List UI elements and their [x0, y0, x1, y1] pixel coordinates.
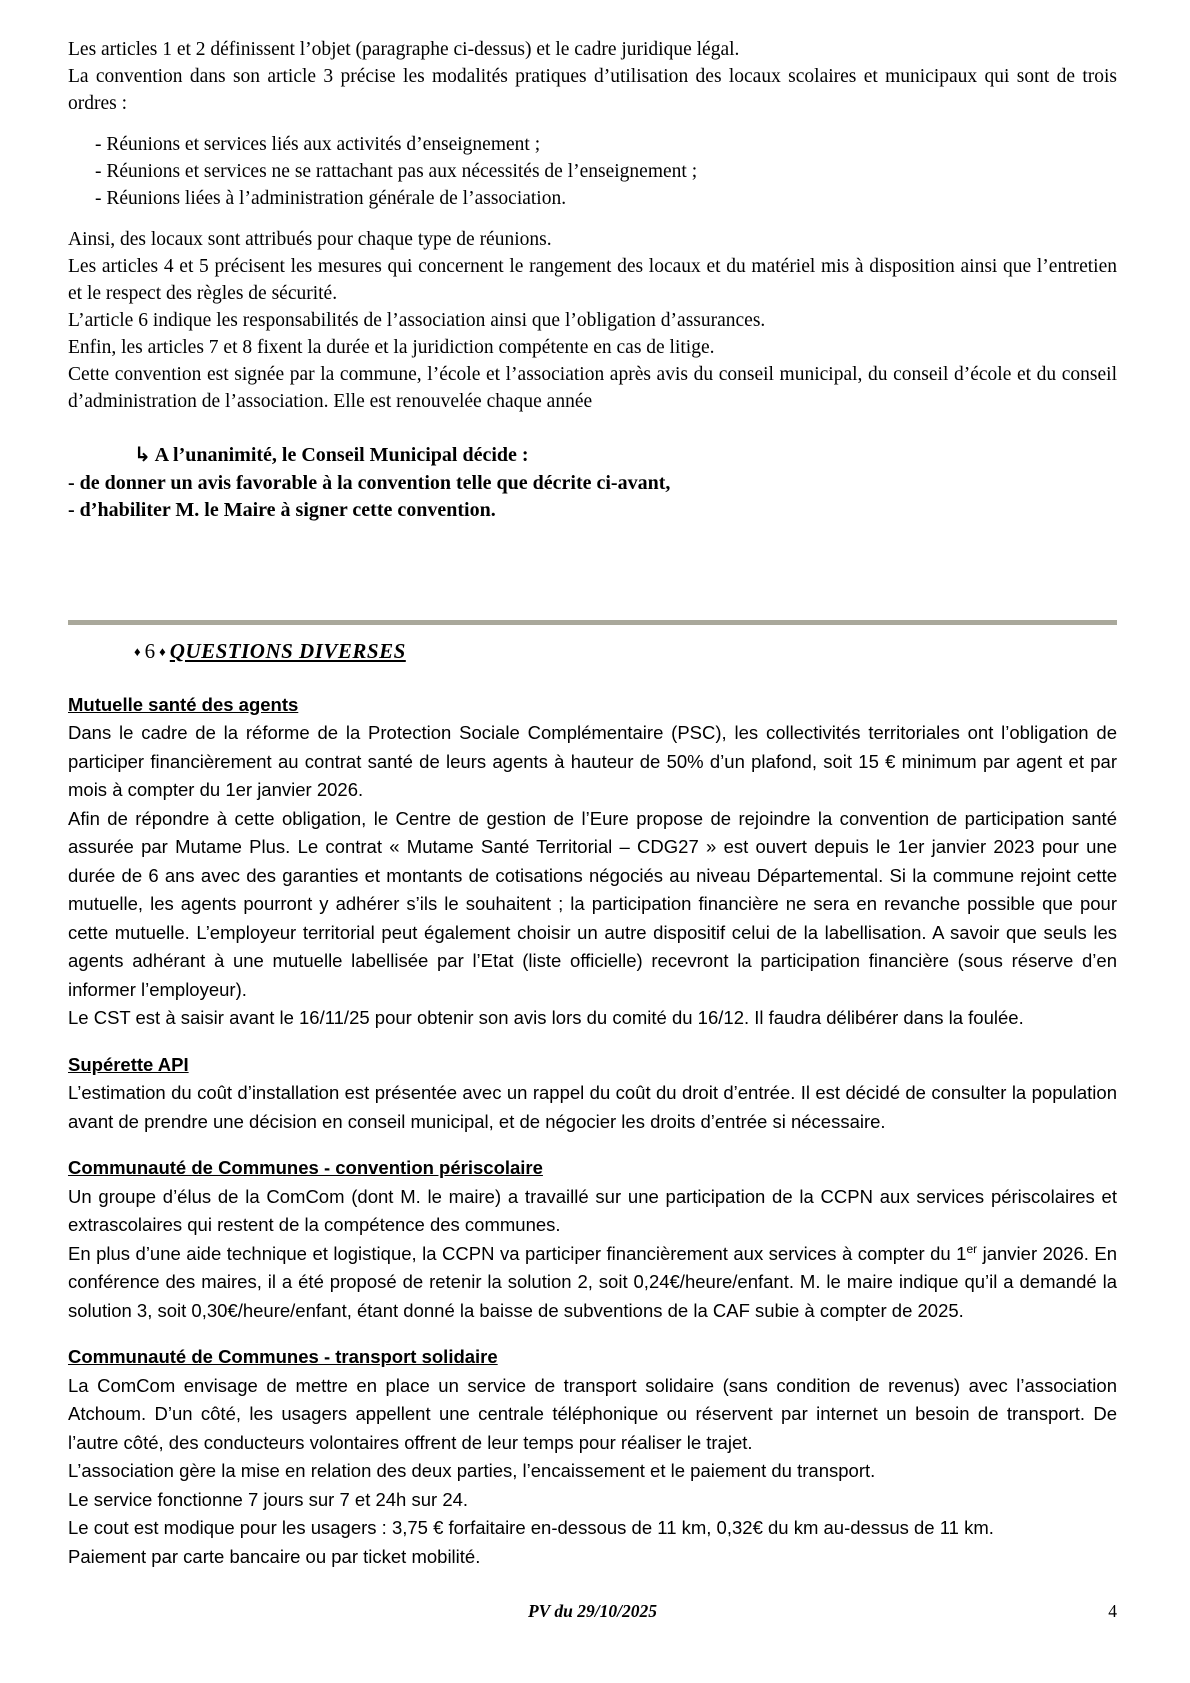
- topic-superette-api: [68, 1051, 1117, 1137]
- diamond-icon: ♦: [159, 643, 166, 659]
- topic-paragraph: La ComCom envisage de mettre en place un service de transport solidaire (sans condition de revenus) avec l’association Atchoum. D’un côté, les usagers appellent une centrale téléphonique ou réservent par internet un besoin de transport. De l’autre côté, des conducteurs volontaires offrent de leur temps pour réaliser le trajet.: [68, 1374, 1117, 1453]
- intro-paragraph-5: L’article 6 indique les responsabilités de l’association ainsi que l’obligation d’assurances.: [68, 310, 766, 331]
- intro-paragraph-4: Les articles 4 et 5 précisent les mesures qui concernent le rangement des locaux et du matériel mis à disposition ainsi que l’entretien et le respect des règles de sécurité.: [68, 256, 1117, 304]
- topic-paragraph: Le service fonctionne 7 jours sur 7 et 24h sur 24.: [68, 1488, 469, 1510]
- topic-paragraph: L’association gère la mise en relation des deux parties, l’encaissement et le paiement du transport.: [68, 1460, 876, 1481]
- topic-paragraph: [68, 1240, 1117, 1326]
- topic-paragraph: Dans le cadre de la réforme de la Protection Sociale Complémentaire (PSC), les collectivités territoriales ont l’obligation de participer financièrement au contrat santé de leurs agents à hauteur de 50% d’un plafond, soit 15 € minimum par agent et par mois à compter du 1er janvier 2026.: [68, 722, 1117, 800]
- decision-item: - de donner un avis favorable à la convention telle que décrite ci-avant,: [68, 471, 671, 494]
- section-title-text: QUESTIONS DIVERSES: [169, 638, 406, 663]
- section-divider: [68, 620, 1117, 625]
- questions-diverses-section: [68, 691, 1117, 1572]
- list-item: - Réunions liées à l’administration générale de l’association.: [95, 188, 567, 209]
- intro-paragraph-2: La convention dans son article 3 précise les modalités pratiques d’utilisation des locaux scolaires et municipaux qui sont de trois ordres :: [68, 66, 1117, 114]
- list-item: - Réunions et services liés aux activités d’enseignement ;: [95, 134, 541, 155]
- topic-paragraph: Paiement par carte bancaire ou par ticket mobilité.: [68, 1545, 481, 1567]
- return-arrow-icon: ↳: [134, 442, 151, 466]
- topic-paragraph: L’estimation du coût d’installation est présentée avec un rappel du coût du droit d’entrée. Il est décidé de consulter la population avant de prendre une décision en conseil municipal, et de négocier les droits d’entrée si nécessaire.: [68, 1082, 1117, 1132]
- topic-heading: Communauté de Communes - transport solidaire: [68, 1346, 498, 1367]
- list-item: - Réunions et services ne se rattachant pas aux nécessités de l’enseignement ;: [95, 161, 698, 182]
- section-number: 6: [144, 638, 156, 663]
- topic-mutuelle-sante: [68, 691, 1117, 1033]
- reunion-types-list: [68, 131, 1117, 212]
- page-number: 4: [1108, 1601, 1117, 1621]
- intro-paragraph-1: Les articles 1 et 2 définissent l’objet (paragraphe ci-dessus) et le cadre juridique légal.: [68, 39, 740, 60]
- diamond-icon: ♦: [134, 643, 141, 659]
- intro-paragraph-3: Ainsi, des locaux sont attribués pour chaque type de réunions.: [68, 229, 552, 250]
- paragraph-part: janvier 2026. En conférence des maires, il a été proposé de retenir la solution 2, soit 0,24€/heure/enfant. M. le maire indique qu’il a demandé la solution 3, soit 0,30€/heure/enfant, étant donné la baisse de subventions de la CAF subie à compter de 2025.: [68, 1242, 1117, 1321]
- page-footer: [68, 1601, 1117, 1622]
- topic-heading: Mutuelle santé des agents: [68, 693, 299, 715]
- topic-convention-periscolaire: [68, 1154, 1117, 1325]
- council-decision-block: [68, 441, 1117, 525]
- topic-paragraph: Un groupe d’élus de la ComCom (dont M. le maire) a travaillé sur une participation de la CCPN aux services périscolaires et extrascolaires qui restent de la compétence des communes.: [68, 1185, 1117, 1235]
- topic-heading: Communauté de Communes - convention périscolaire: [68, 1157, 543, 1178]
- decision-heading: [68, 441, 1117, 470]
- superscript-er: er: [966, 1241, 978, 1256]
- decision-heading-text: A l’unanimité, le Conseil Municipal décide :: [154, 444, 529, 466]
- topic-paragraph: Le cout est modique pour les usagers : 3,75 € forfaitaire en-dessous de 11 km, 0,32€ du km au-dessus de 11 km.: [68, 1517, 994, 1538]
- intro-paragraph-7: Cette convention est signée par la commune, l’école et l’association après avis du conseil municipal, du conseil d’école et du conseil d’administration de l’association. Elle est renouvelée chaque année: [68, 364, 1117, 412]
- topic-heading: Supérette API: [68, 1053, 189, 1075]
- topic-paragraph: Afin de répondre à cette obligation, le Centre de gestion de l’Eure propose de rejoindre la convention de participation santé assurée par Mutame Plus. Le contrat « Mutame Santé Territorial – CDG27 » est ouvert depuis le 1er janvier 2023 pour une durée de 6 ans avec des garanties et montants de cotisations négociés au niveau Départemental. Si la commune rejoint cette mutuelle, les agents pourront y adhérer s’ils le souhaitent ; la participation financière ne sera en revanche possible que pour cette mutuelle. L’employeur territorial peut également choisir un autre dispositif celui de la labellisation. A savoir que seuls les agents adhérant à une mutuelle labellisée par l’Etat (liste officielle) recevront la participation financière (sous réserve d’en informer l’employeur).: [68, 807, 1117, 1000]
- decision-item: - d’habiliter M. le Maire à signer cette convention.: [68, 499, 496, 521]
- footer-document-title: PV du 29/10/2025: [527, 1601, 657, 1621]
- topic-paragraph: Le CST est à saisir avant le 16/11/25 pour obtenir son avis lors du comité du 16/12. Il faudra délibérer dans la foulée.: [68, 1007, 1024, 1028]
- section-title: [68, 636, 1117, 667]
- topic-transport-solidaire: [68, 1343, 1117, 1571]
- paragraph-part: En plus d’une aide technique et logistique, la CCPN va participer financièrement aux services à compter du 1: [68, 1242, 967, 1264]
- convention-summary-section: [68, 36, 1117, 415]
- intro-paragraph-6: Enfin, les articles 7 et 8 fixent la durée et la juridiction compétente en cas de litige.: [68, 337, 715, 358]
